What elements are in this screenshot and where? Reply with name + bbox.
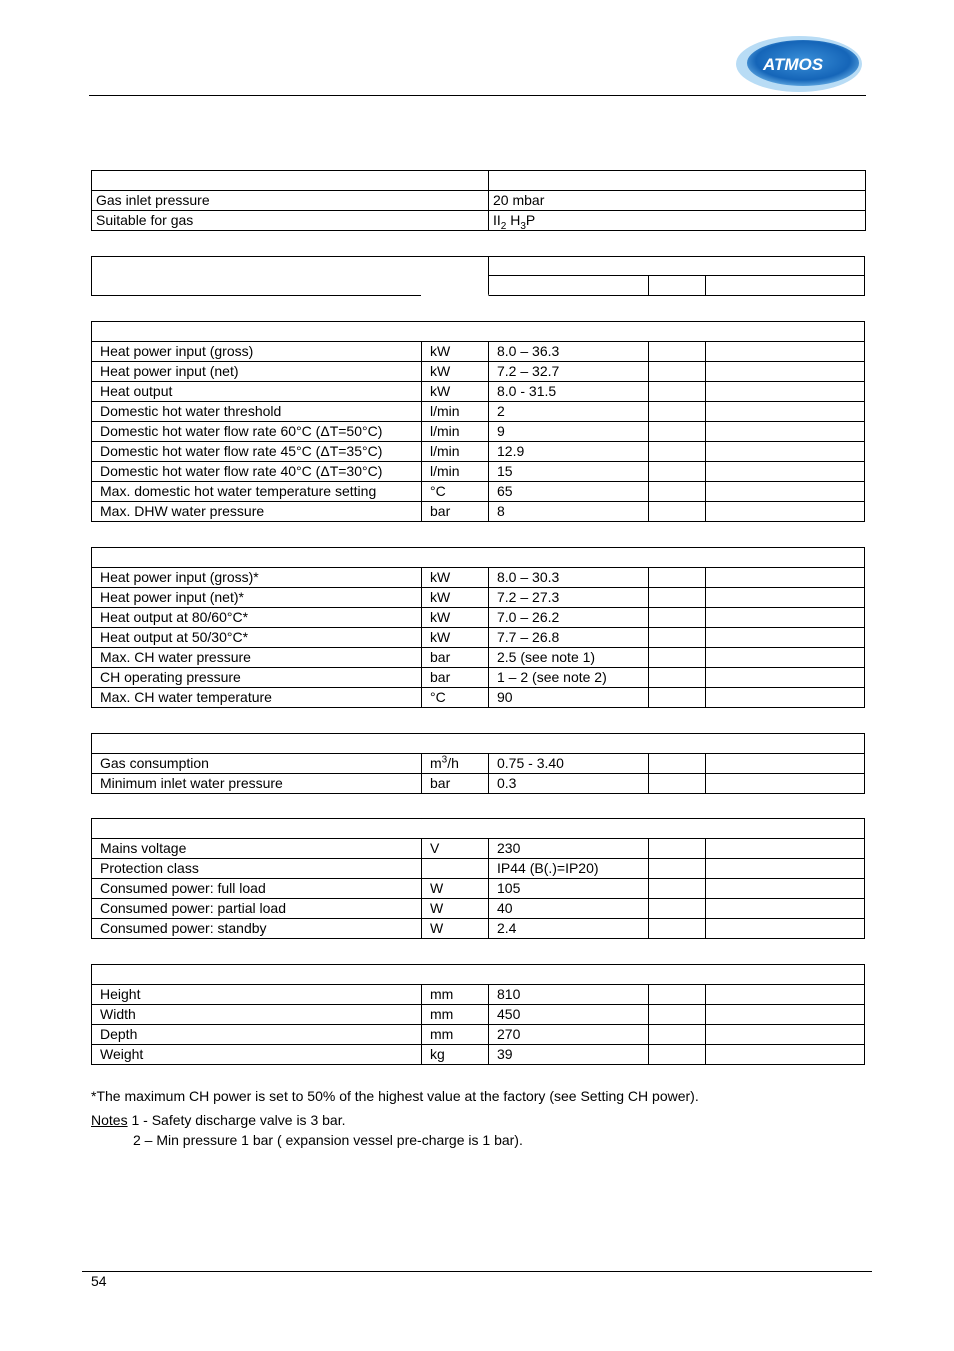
table-cell: 7.2 – 32.7 — [489, 362, 649, 382]
table-row — [92, 648, 865, 668]
table-row — [92, 211, 866, 231]
table-cell: 450 — [489, 1005, 649, 1025]
table-cell: Heat power input (net)* — [92, 588, 422, 608]
table-cell — [422, 859, 489, 879]
table-cell — [649, 754, 706, 774]
table-row — [92, 774, 865, 794]
table-cell: kW — [422, 588, 489, 608]
table-cell — [706, 502, 865, 522]
notes-heading: Notes — [91, 1112, 128, 1128]
table-cell — [706, 859, 865, 879]
table-cell: l/min — [422, 402, 489, 422]
table-cell — [649, 1025, 706, 1045]
table-cell: 810 — [489, 985, 649, 1005]
table-cell — [706, 688, 865, 708]
table-cell: kW — [422, 362, 489, 382]
table-cell — [706, 899, 865, 919]
table-cell: bar — [422, 648, 489, 668]
note-1: Notes 1 - Safety discharge valve is 3 bar. — [91, 1112, 346, 1128]
table-row — [92, 985, 865, 1005]
table-cell: Max. domestic hot water temperature setting — [92, 482, 422, 502]
footnote: *The maximum CH power is set to 50% of the highest value at the factory (see Setting CH power). — [91, 1088, 699, 1104]
gas-table — [91, 170, 866, 231]
table-row — [92, 628, 865, 648]
table-cell — [649, 774, 706, 794]
table-cell — [649, 342, 706, 362]
table-cell — [649, 859, 706, 879]
table-cell: CH operating pressure — [92, 668, 422, 688]
table-cell: Heat power input (net) — [92, 362, 422, 382]
table-cell: kW — [422, 342, 489, 362]
table-cell — [489, 171, 866, 191]
table-cell: bar — [422, 668, 489, 688]
table-cell: Heat output — [92, 382, 422, 402]
table-cell — [706, 608, 865, 628]
table-cell — [706, 1005, 865, 1025]
table-cell — [649, 879, 706, 899]
table-cell: l/min — [422, 462, 489, 482]
table-cell: Domestic hot water flow rate 45°C (ΔT=35°C) — [92, 442, 422, 462]
table-cell: 12.9 — [489, 442, 649, 462]
table-cell: Domestic hot water flow rate 40°C (ΔT=30°C) — [92, 462, 422, 482]
table-cell — [706, 628, 865, 648]
table-cell — [649, 422, 706, 442]
table-cell: kg — [422, 1045, 489, 1065]
table-row — [92, 482, 865, 502]
table-cell — [649, 482, 706, 502]
table-cell: 8.0 – 30.3 — [489, 568, 649, 588]
table-cell: V — [422, 839, 489, 859]
table-row — [92, 879, 865, 899]
table-header-row — [92, 171, 866, 191]
table-cell — [706, 422, 865, 442]
table-cell — [706, 879, 865, 899]
table-cell: Heat power input (gross)* — [92, 568, 422, 588]
table-cell — [649, 1045, 706, 1065]
table-row — [92, 502, 865, 522]
column-header-table — [91, 256, 865, 296]
table-cell: 8 — [489, 502, 649, 522]
table-row — [92, 1045, 865, 1065]
table-row — [92, 1005, 865, 1025]
table-cell: W — [422, 919, 489, 939]
table-cell: Heat output at 50/30°C* — [92, 628, 422, 648]
row-label: Gas inlet pressure — [92, 191, 489, 211]
table-cell: 8.0 – 36.3 — [489, 342, 649, 362]
table-cell: 8.0 - 31.5 — [489, 382, 649, 402]
table-cell: 1 – 2 (see note 2) — [489, 668, 649, 688]
table-cell: 105 — [489, 879, 649, 899]
table-row — [92, 919, 865, 939]
table-cell: IP44 (B(.)=IP20) — [489, 859, 649, 879]
table-cell — [649, 362, 706, 382]
table-cell: 0.75 - 3.40 — [489, 754, 649, 774]
table-cell: Protection class — [92, 859, 422, 879]
table-cell — [649, 648, 706, 668]
table-cell — [706, 839, 865, 859]
table-cell: mm — [422, 1025, 489, 1045]
table-row — [92, 382, 865, 402]
table-cell: mm — [422, 985, 489, 1005]
dimensions-table — [91, 964, 865, 1065]
table-cell: Mains voltage — [92, 839, 422, 859]
table-row — [92, 568, 865, 588]
table-row — [92, 362, 865, 382]
table-cell — [706, 342, 865, 362]
table-cell — [706, 442, 865, 462]
row-label: Suitable for gas — [92, 211, 489, 231]
table-cell — [706, 754, 865, 774]
table-cell: Heat power input (gross) — [92, 342, 422, 362]
table-cell: Max. DHW water pressure — [92, 502, 422, 522]
table-cell — [706, 919, 865, 939]
row-value: $II_2$ $H_3P$ — [489, 211, 866, 231]
table-cell: Max. CH water pressure — [92, 648, 422, 668]
table-cell — [706, 588, 865, 608]
table-row — [92, 608, 865, 628]
table-cell — [649, 382, 706, 402]
table-cell — [706, 482, 865, 502]
table-cell: kW — [422, 568, 489, 588]
table-cell: 2.5 (see note 1) — [489, 648, 649, 668]
table-cell: W — [422, 899, 489, 919]
table-cell — [706, 1045, 865, 1065]
table-cell: 7.2 – 27.3 — [489, 588, 649, 608]
table-cell: 15 — [489, 462, 649, 482]
table-row — [92, 1025, 865, 1045]
table-cell: 7.7 – 26.8 — [489, 628, 649, 648]
table-cell — [649, 608, 706, 628]
table-cell: Depth — [92, 1025, 422, 1045]
table-cell: Weight — [92, 1045, 422, 1065]
table-cell — [649, 1005, 706, 1025]
table-cell — [649, 462, 706, 482]
table-cell: Height — [92, 985, 422, 1005]
table-cell — [649, 899, 706, 919]
table-cell: Width — [92, 1005, 422, 1025]
table-cell — [706, 462, 865, 482]
table-cell — [649, 985, 706, 1005]
table-row — [92, 859, 865, 879]
table-cell — [649, 688, 706, 708]
table-cell — [649, 402, 706, 422]
table-cell: 2 — [489, 402, 649, 422]
table-cell: Consumed power: full load — [92, 879, 422, 899]
table-cell — [706, 1025, 865, 1045]
table-cell: Heat output at 80/60°C* — [92, 608, 422, 628]
table-cell — [706, 382, 865, 402]
table-cell: Max. CH water temperature — [92, 688, 422, 708]
table-cell — [706, 568, 865, 588]
table-cell: 230 — [489, 839, 649, 859]
table-cell — [706, 402, 865, 422]
table-cell — [649, 502, 706, 522]
table-cell: bar — [422, 774, 489, 794]
table-cell: 40 — [489, 899, 649, 919]
section-header — [92, 819, 865, 839]
table-cell: 7.0 – 26.2 — [489, 608, 649, 628]
footer-rule — [82, 1271, 872, 1272]
table-cell: °C — [422, 482, 489, 502]
page-number: 54 — [91, 1273, 107, 1289]
dhw-table — [91, 321, 865, 522]
table-cell: Consumed power: partial load — [92, 899, 422, 919]
table-cell: kW — [422, 382, 489, 402]
table-cell: bar — [422, 502, 489, 522]
table-cell: kW — [422, 608, 489, 628]
table-row — [92, 668, 865, 688]
table-cell — [706, 668, 865, 688]
section-header — [92, 965, 865, 985]
table-cell: l/min — [422, 422, 489, 442]
section-header — [92, 322, 865, 342]
table-cell: Minimum inlet water pressure — [92, 774, 422, 794]
table-cell: 39 — [489, 1045, 649, 1065]
table-cell: °C — [422, 688, 489, 708]
table-cell: mm — [422, 1005, 489, 1025]
logo-text: ATMOS — [763, 55, 824, 74]
table-row — [92, 588, 865, 608]
table-cell: 0.3 — [489, 774, 649, 794]
table-row — [92, 442, 865, 462]
electrical-table — [91, 818, 865, 939]
table-cell — [706, 774, 865, 794]
section-header — [92, 734, 865, 754]
table-row — [92, 688, 865, 708]
row-value: 20 mbar — [489, 191, 866, 211]
table-row — [92, 191, 866, 211]
table-row — [92, 839, 865, 859]
section-header — [92, 548, 865, 568]
gas-consumption-table — [91, 733, 865, 794]
table-row — [92, 899, 865, 919]
table-cell: 65 — [489, 482, 649, 502]
table-cell: 270 — [489, 1025, 649, 1045]
table-cell: Domestic hot water flow rate 60°C (ΔT=50°C) — [92, 422, 422, 442]
header-rule — [89, 95, 866, 96]
table-cell: 9 — [489, 422, 649, 442]
table-cell: Gas consumption — [92, 754, 422, 774]
table-cell: 90 — [489, 688, 649, 708]
table-row — [92, 754, 865, 774]
table-cell — [706, 648, 865, 668]
table-cell: Domestic hot water threshold — [92, 402, 422, 422]
table-row — [92, 342, 865, 362]
table-cell: W — [422, 879, 489, 899]
atmos-logo — [735, 35, 863, 93]
table-cell — [649, 919, 706, 939]
table-row — [92, 462, 865, 482]
table-cell: l/min — [422, 442, 489, 462]
table-cell — [649, 839, 706, 859]
table-cell — [649, 668, 706, 688]
table-row — [92, 422, 865, 442]
table-cell — [706, 362, 865, 382]
ch-table — [91, 547, 865, 708]
table-cell: Consumed power: standby — [92, 919, 422, 939]
table-cell — [649, 568, 706, 588]
table-cell: 2.4 — [489, 919, 649, 939]
unit-m3h: $m^3/h$ — [422, 754, 489, 774]
table-cell — [649, 628, 706, 648]
table-cell — [649, 588, 706, 608]
table-cell — [706, 985, 865, 1005]
table-row — [92, 402, 865, 422]
table-cell — [649, 442, 706, 462]
note-2: 2 – Min pressure 1 bar ( expansion vessel pre-charge is 1 bar). — [133, 1132, 523, 1148]
table-cell: kW — [422, 628, 489, 648]
table-cell — [92, 171, 489, 191]
